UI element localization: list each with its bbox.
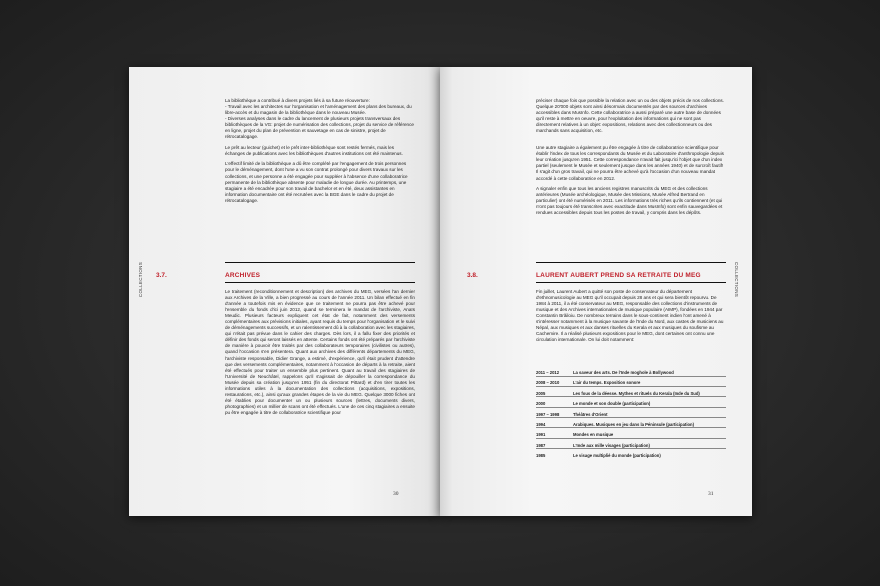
section-title: ARCHIVES xyxy=(225,272,261,279)
exhibition-year: 1991 xyxy=(536,432,546,438)
list-divider xyxy=(536,427,726,428)
list-divider xyxy=(536,417,726,418)
list-divider xyxy=(536,386,726,387)
exhibition-year: 1985 xyxy=(536,453,546,458)
exhibition-title: Arabiques. Musiques en jeu dans la Péninsule (participation) xyxy=(573,421,694,427)
right-page xyxy=(440,67,752,516)
right-top-text xyxy=(536,98,726,221)
list-divider xyxy=(536,407,726,408)
section-number: 3.7. xyxy=(156,272,167,279)
exhibition-year: 2008 – 2010 xyxy=(536,380,560,386)
paragraph: Une autre stagiaire a également pu être engagée à titre de collaboratrice scientifique pour établir l'index de tous les correspondants du Musée et du Laboratoire d'anthropologie depuis leur création jusqu'en 1951. Cette correspondance n'avait fait jusqu'ici l'objet que d'un index partiel (seulement le Musée et seulement jusque dans les années 1940) et de surcroît fautif! Il s'agit d'un gros travail, qui ne pourra être achevé qu'à l'occasion d'un nouveau mandat accordé à cette collaboratrice en 2012. xyxy=(536,145,724,181)
paragraph: - Diverses analyses dans le cadre du lancement de plusieurs projets transversaux des bibliothèques de la VG: projet de numérisation des collections, projet du service de référence en ligne, projet du plan de prévention et sauvetage en cas de sinistre, projet de rétrocatalogage. xyxy=(225,116,414,140)
left-top-text xyxy=(225,98,415,208)
exhibition-year: 1994 xyxy=(536,421,546,427)
exhibition-year: 2000 xyxy=(536,401,546,407)
section-rule xyxy=(225,282,415,283)
paragraph: - Travail avec les architectes sur l'organisation et l'aménagement des plans des bureaux, du libre-accès et du magasin de la bibliothèque dans le nouveau Musée. xyxy=(225,104,412,116)
exhibition-list xyxy=(536,370,726,463)
exhibition-year: 1987 xyxy=(536,442,546,448)
exhibition-title: Le monde et son double (participation) xyxy=(573,401,651,407)
section-rule xyxy=(536,282,726,283)
paragraph: A signaler enfin que tous les anciens registres manuscrits du MEG et des collections antérieures (Musée archéologique, Musée des Missions, Musée Alfred Bertrand en particulier) ont été numérisés en 2011. Les informations très riches qu'ils contiennent (et qui n'ont pas toujours été transcrites avec exactitude dans MusInfo) sont enfin sauvegardées et rendues accessibles depuis tous les postes de travail, y compris dans les dépôts. xyxy=(536,186,723,216)
exhibition-title: Mondes en musique xyxy=(573,432,614,438)
section-rule xyxy=(536,262,726,263)
list-divider xyxy=(536,448,726,449)
section-title: LAURENT AUBERT PREND SA RETRAITE DU MEG xyxy=(536,272,701,279)
exhibition-year: 2005 xyxy=(536,390,546,396)
exhibition-title: L'Inde aux mille visages (participation) xyxy=(573,442,650,448)
section-number: 3.8. xyxy=(467,272,478,279)
exhibition-title: La saveur des arts. De l'Inde moghole à Bollywood xyxy=(573,370,674,375)
paragraph: préciser chaque fois que possible la relation avec un ou des objets précis de nos collections. Quelque 20'000 objets sont ainsi désormais documentés par des sources d'archives accessibles dans MusInfo. Cette collaboratrice a aussi préparé une autre base de données qu'il reste à mettre en oeuvre, pour l'exploitation des informations qui ne sont pas directement relatives à un objet: expositions, relations avec des collectionneurs ou des marchands sans acquisition, etc. xyxy=(536,98,724,134)
exhibition-year: 2011 – 2012 xyxy=(536,370,560,375)
list-divider xyxy=(536,396,726,397)
exhibition-year: 1997 – 1998 xyxy=(536,411,560,417)
exhibition-title: L'air du temps. Exposition sonore xyxy=(573,380,641,386)
paragraph: Le prêt au lecteur (guichet) et le prêt inter-bibliothèque sont restés fermés, mais les échanges de publications avec les bibliothèques d'autres institutions ont été maintenus. xyxy=(225,144,403,156)
left-body-text: Le traitement (reconditionnement et description) des archives du MEG, versées l'an dernier aux Archives de la Ville, a bien progressé au cours de l'année 2011. Un bilan effectué en fin d'année a toutefois mis en évidence que ce traitement ne pourra pas être achevé pour l'ensemble du fonds d'ici juin 2012, quand se terminera le mandat de l'archiviste, Anaïs Meudic. Plusieurs facteurs expliquent cet état de fait, notamment des versements complémentaires aux prévisions initiales, ayant requis du temps pour l'organisation et le suivi de déménagements successifs, et un ralentissement dû à la collaboration avec les stagiaires, qui n'était pas prévue dans le cahier des charges. Dès lors, il a fallu fixer des priorités et définir des fonds qui seront laissés en attente. Certains fonds ont été préparés par l'archiviste de manière à pouvoir être traités par des collaborateurs temporaires (civilistes ou autres), quand l'occasion s'en présentera. Quant aux archives des différents départements du MEG, l'archiviste responsable, Didier Grange, a estimé, d'expérience, qu'il était prudent d'attendre que des versements complémentaires, notamment à l'occasion de départs à la retraite, aient été effectués pour traiter un ensemble plus pertinent. Quant au travail des stagiaires de l'Université de Neuchâtel, rappelons qu'il s'agissait de dépouiller la correspondance du Musée depuis sa création jusqu'en 1951 (fin du directorat Pittard) et d'en tirer toutes les informations utiles à la documentation des collections (acquisitions, expositions, restaurations, etc.), ainsi qu'aux grandes étapes de la vie du MEG. Quelque 3000 fiches ont été établies pour documenter un ou plusieurs sources (lettres, documents divers, photographies) et un millier de scans ont été effectués. L'une de ces cinq stagiaires a ensuite pu être engagée à titre de collaboratrice scientifique pour xyxy=(225,289,415,415)
paragraph: L'effectif limité de la bibliothèque a dû être complété par l'engagement de trois personnes pour le déménagement, dont l'une a vu son contrat prolongé pour divers travaux sur les collections, et une personne a été engagée pour suppléer à l'absence d'une collaboratrice permanente de la bibliothèque absente pour maladie de longue durée. Au printemps, une stagiaire a été encadrée pour son travail de bachelor et en été, deux assistantes en information documentaire ont été recrutées avec la BGE dans le cadre du projet de rétrocatalogage. xyxy=(225,161,408,203)
list-divider xyxy=(536,376,726,377)
list-item xyxy=(536,453,726,463)
section-rule xyxy=(225,262,415,263)
list-divider xyxy=(536,438,726,439)
right-body-text: Fin juillet, Laurent Aubert a quitté son poste de conservateur du département d'ethnomusicologie au MEG qu'il occupait depuis 28 ans et qui sera bientôt repourvu. De 1984 à 2011, il a été conservateur au MEG, responsable des collections d'instruments de musique et des Archives internationales de musique populaire (AIMP), fondées en 1944 par Constantin Brăiloiu. De nombreux terrains dans le sous-continent indien l'ont amené à s'intéresser notamment à la musique savante de l'Inde du Nord, aux castes de musiciens au Népal, aux musiques et aux danses rituelles du Kerala et aux musiques du soufisme au Cachemire. Il a réalisé plusieurs expositions pour le MEG, dont certaines ont connu une circulation internationale. On lui doit notamment: xyxy=(536,289,724,343)
page-number: 30 xyxy=(393,491,399,497)
left-page xyxy=(129,67,440,516)
left-side-label: COLLECTIONS xyxy=(138,262,143,298)
paragraph: La bibliothèque a contribué à divers projets liés à sa future réouverture: xyxy=(225,98,370,103)
exhibition-title: Théâtres d'Orient xyxy=(573,411,608,417)
exhibition-title: Le visage multiplié du monde (participation) xyxy=(573,453,661,458)
right-side-label: COLLECTIONS xyxy=(734,262,739,298)
page-number: 31 xyxy=(708,491,714,497)
exhibition-title: Les fous de la déesse. Mythes et rituels du Kerala (Inde du Sud) xyxy=(573,390,700,396)
